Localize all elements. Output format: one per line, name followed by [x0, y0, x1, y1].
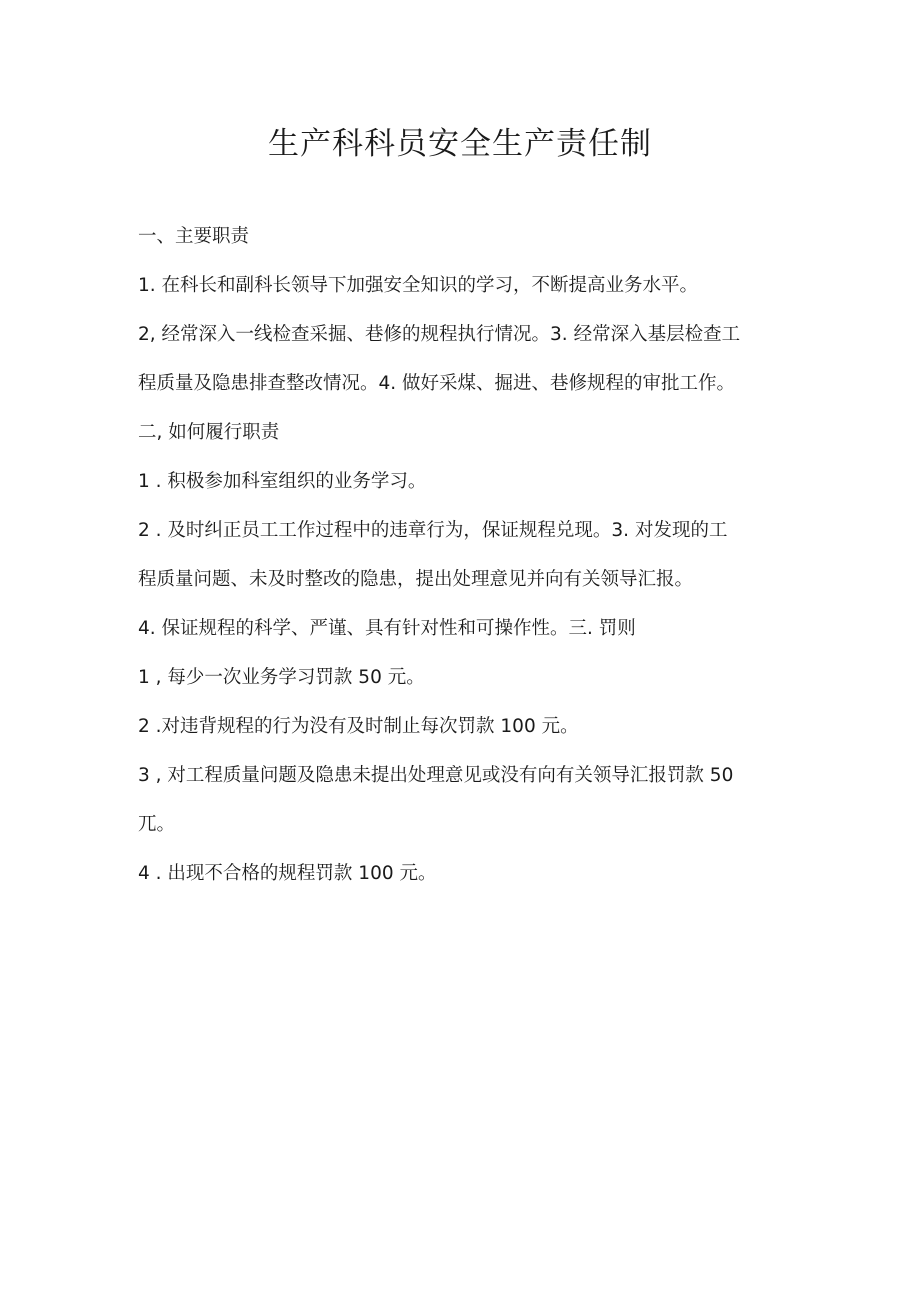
penalty-line: 1 , 每少一次业务学习罚款 50 元。	[138, 667, 425, 688]
paragraph-line: 1 . 积极参加科室组织的业务学习。	[138, 471, 427, 492]
document-title: 生产科科员安全生产责任制	[268, 126, 652, 162]
penalty-line: 3 , 对工程质量问题及隐患未提出处理意见或没有向有关领导汇报罚款 50	[138, 765, 734, 786]
paragraph-line: 2 . 及时纠正员工工作过程中的违章行为，保证规程兑现。3. 对发现的工	[138, 520, 728, 541]
paragraph-line: 1. 在科长和副科长领导下加强安全知识的学习，不断提高业务水平。	[138, 275, 699, 296]
penalty-line: 4 . 出现不合格的规程罚款 100 元。	[138, 863, 437, 884]
paragraph-line: 程质量及隐患排查整改情况。4. 做好采煤、掘进、巷修规程的审批工作。	[138, 373, 736, 394]
penalty-line: 2 .对违背规程的行为没有及时制止每次罚款 100 元。	[138, 716, 579, 737]
document-body	[138, 212, 788, 898]
penalty-line: 兀。	[138, 814, 176, 835]
section-heading-duties: 一、主要职责	[138, 226, 250, 247]
section-heading-fulfill: 二, 如何履行职责	[138, 422, 280, 443]
paragraph-line: 程质量问题、未及时整改的隐患，提出处理意见并向有关领导汇报。	[138, 569, 694, 590]
paragraph-line: 4. 保证规程的科学、严谨、具有针对性和可操作性。三. 罚则	[138, 618, 636, 639]
paragraph-line: 2, 经常深入一线检查采掘、巷修的规程执行情况。3. 经常深入基层检查工	[138, 324, 741, 345]
